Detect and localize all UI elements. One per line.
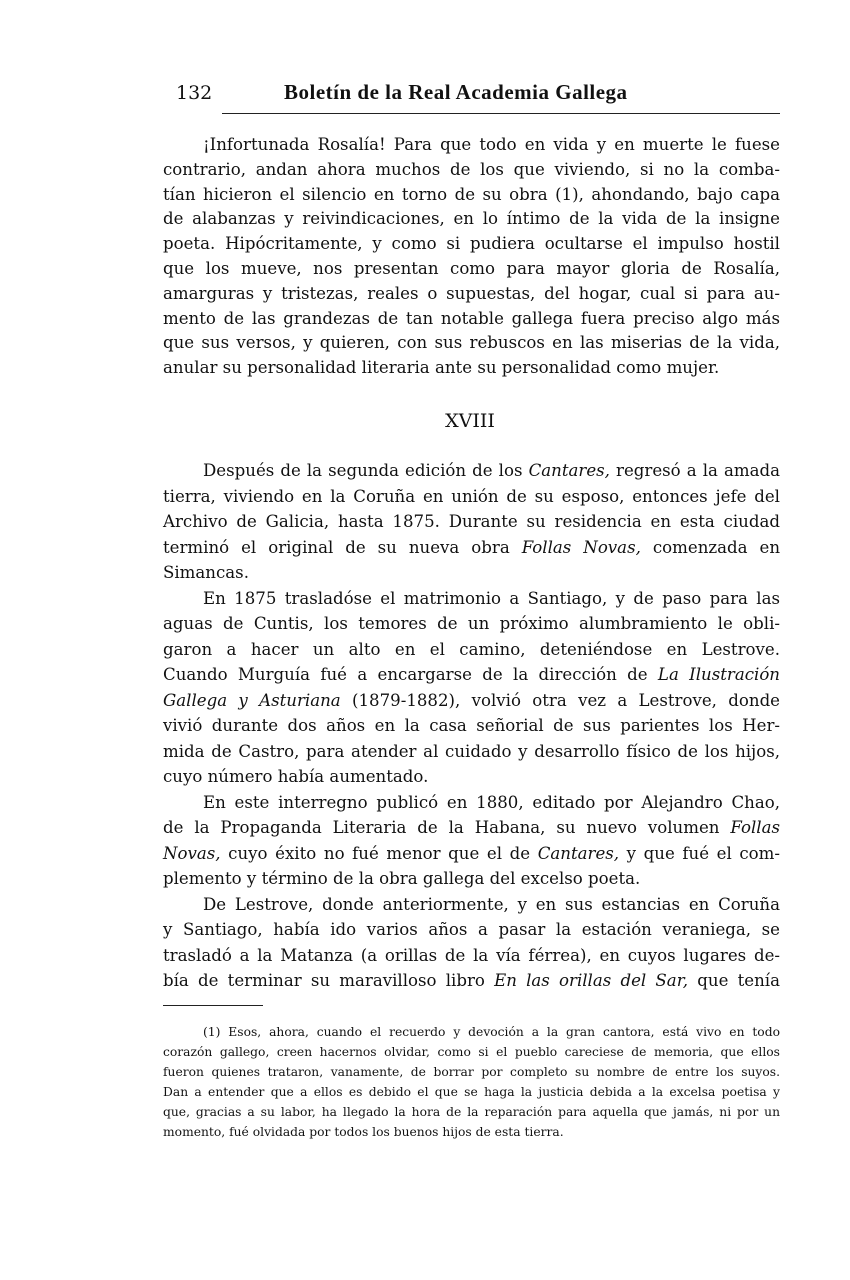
text-line — [163, 1102, 780, 1122]
text-segment: de la Propaganda Literaria de la Habana, su nuevo volumen — [163, 818, 731, 837]
text-segment: plemento y término de la obra gallega del excelso poeta. — [163, 869, 641, 888]
text-line — [163, 790, 780, 816]
text-line — [163, 158, 780, 183]
italic-title: Gallega y Asturiana — [163, 690, 341, 710]
text-line — [163, 458, 780, 484]
text-segment: amarguras y tristezas, reales o supuestas, del hogar, cual si para au- — [163, 283, 780, 303]
italic-title: La Ilustración — [657, 665, 780, 684]
text-line — [163, 307, 780, 332]
text-segment: regresó a la amada — [609, 461, 780, 480]
text-segment: mida de Castro, para atender al cuidado y desarrollo físico de los hijos, — [163, 741, 780, 761]
text-line — [163, 1122, 780, 1142]
header-rule — [222, 113, 780, 114]
text-segment: En 1875 trasladóse el matrimonio a Santiago, y de paso para las — [203, 588, 780, 608]
text-segment: De Lestrove, donde anteriormente, y en sus estancias en Coruña — [203, 894, 780, 914]
text-segment: ¡Infortunada Rosalía! Para que todo en vida y en muerte le fuese — [203, 135, 780, 154]
text-segment: aguas de Cuntis, los temores de un próximo alumbramiento le obli- — [163, 614, 780, 633]
footnote-rule — [163, 1005, 263, 1006]
text-line — [163, 1062, 780, 1082]
italic-title: Follas — [730, 818, 780, 837]
footnote — [163, 1022, 780, 1142]
text-segment: Archivo de Galicia, hasta 1875. Durante su residencia en esta ciudad — [163, 512, 780, 531]
text-line — [163, 282, 780, 307]
text-line — [163, 943, 780, 969]
text-line — [163, 611, 780, 637]
text-segment: mento de las grandezas de tan notable gallega fuera preciso algo más — [163, 308, 780, 328]
text-line — [163, 1042, 780, 1062]
text-line — [163, 713, 780, 739]
text-segment: vivió durante dos años en la casa señorial de sus parientes los Her- — [163, 716, 780, 735]
text-segment: (1) Esos, ahora, cuando el recuerdo y devoción a la gran cantora, está vivo en todo — [203, 1025, 780, 1039]
text-segment: anular su personalidad literaria ante su personalidad como mujer. — [163, 358, 720, 378]
text-line — [163, 764, 780, 790]
text-segment: cuyo número había aumentado. — [163, 767, 429, 786]
text-segment: tían hicieron el silencio en torno de su obra (1), ahondando, bajo capa — [163, 184, 780, 204]
text-segment: Dan a entender que a ellos es debido el que se haga la justicia debida a la excelsa poetisa y — [163, 1085, 780, 1099]
text-segment: que sus versos, y quieren, con sus rebuscos en las miserias de la vida, — [163, 333, 780, 353]
text-line — [163, 232, 780, 257]
text-line — [163, 207, 780, 232]
text-line — [163, 183, 780, 208]
text-segment: En este interregno publicó en 1880, editado por Alejandro Chao, — [203, 792, 780, 812]
text-line — [163, 968, 780, 994]
text-line — [163, 356, 780, 381]
text-line — [163, 917, 780, 943]
text-segment: Después de la segunda edición de los — [203, 461, 529, 480]
text-line — [163, 1082, 780, 1102]
text-line — [163, 866, 780, 892]
text-line — [163, 257, 780, 282]
page-number: 132 — [176, 82, 213, 104]
text-segment: que, gracias a su labor, ha llegado la hora de la reparación para aquella que jamás, ni por un — [163, 1105, 780, 1119]
text-line — [163, 1022, 780, 1042]
italic-title: Cantares, — [537, 843, 620, 863]
text-line — [163, 331, 780, 356]
body-text-block-1 — [163, 133, 780, 381]
text-segment: de alabanzas y reivindicaciones, en lo íntimo de la vida de la insigne — [163, 209, 780, 229]
text-segment: (1879-1882), volvió otra vez a Lestrove, donde — [340, 690, 781, 710]
text-segment: trasladó a la Matanza (a orillas de la vía férrea), en cuyos lugares de- — [163, 945, 780, 965]
text-segment: y Santiago, había ido varios años a pasar la estación veraniega, se — [163, 920, 780, 939]
italic-title: Follas Novas, — [521, 537, 641, 557]
text-segment: bía de terminar su maravilloso libro — [163, 971, 495, 990]
text-line — [163, 560, 780, 586]
text-segment: tierra, viviendo en la Coruña en unión de su esposo, entonces jefe del — [163, 486, 780, 506]
text-segment: Simancas. — [163, 563, 249, 582]
text-segment: momento, fué olvidada por todos los buenos hijos de esta tierra. — [163, 1125, 564, 1139]
text-line — [163, 637, 780, 663]
text-line — [163, 688, 780, 714]
running-header-title: Boletín de la Real Academia Gallega — [284, 80, 628, 104]
text-line — [163, 841, 780, 867]
text-segment: que tenía — [688, 971, 781, 990]
text-line — [163, 586, 780, 612]
text-line — [163, 133, 780, 158]
text-segment: Cuando Murguía fué a encargarse de la dirección de — [163, 665, 658, 684]
italic-title: En las orillas del Sar, — [494, 971, 689, 990]
italic-title: Novas, — [163, 843, 221, 863]
body-text-block-2 — [163, 458, 780, 994]
text-segment: contrario, andan ahora muchos de los que viviendo, si no la comba- — [163, 159, 780, 179]
section-heading: XVIII — [445, 410, 495, 432]
text-segment: cuyo éxito no fué menor que el de — [220, 843, 538, 863]
text-line — [163, 484, 780, 510]
text-segment: corazón gallego, creen hacernos olvidar, como si el pueblo careciese de memoria, que ellos — [163, 1045, 780, 1059]
text-line — [163, 739, 780, 765]
text-segment: garon a hacer un alto en el camino, deteniéndose en Lestrove. — [163, 639, 780, 659]
text-segment: fueron quienes trataron, vanamente, de borrar por completo su nombre de entre los suyos. — [163, 1065, 780, 1079]
text-line — [163, 892, 780, 918]
text-line — [163, 662, 780, 688]
text-segment: poeta. Hipócritamente, y como si pudiera ocultarse el impulso hostil — [163, 234, 780, 254]
text-line — [163, 535, 780, 561]
text-line — [163, 509, 780, 535]
text-segment: terminó el original de su nueva obra — [163, 537, 522, 557]
text-segment: y que fué el com- — [619, 843, 780, 863]
text-segment: que los mueve, nos presentan como para mayor gloria de Rosalía, — [163, 258, 780, 278]
italic-title: Cantares, — [528, 461, 610, 480]
text-line — [163, 815, 780, 841]
text-segment: comenzada en — [640, 537, 781, 557]
